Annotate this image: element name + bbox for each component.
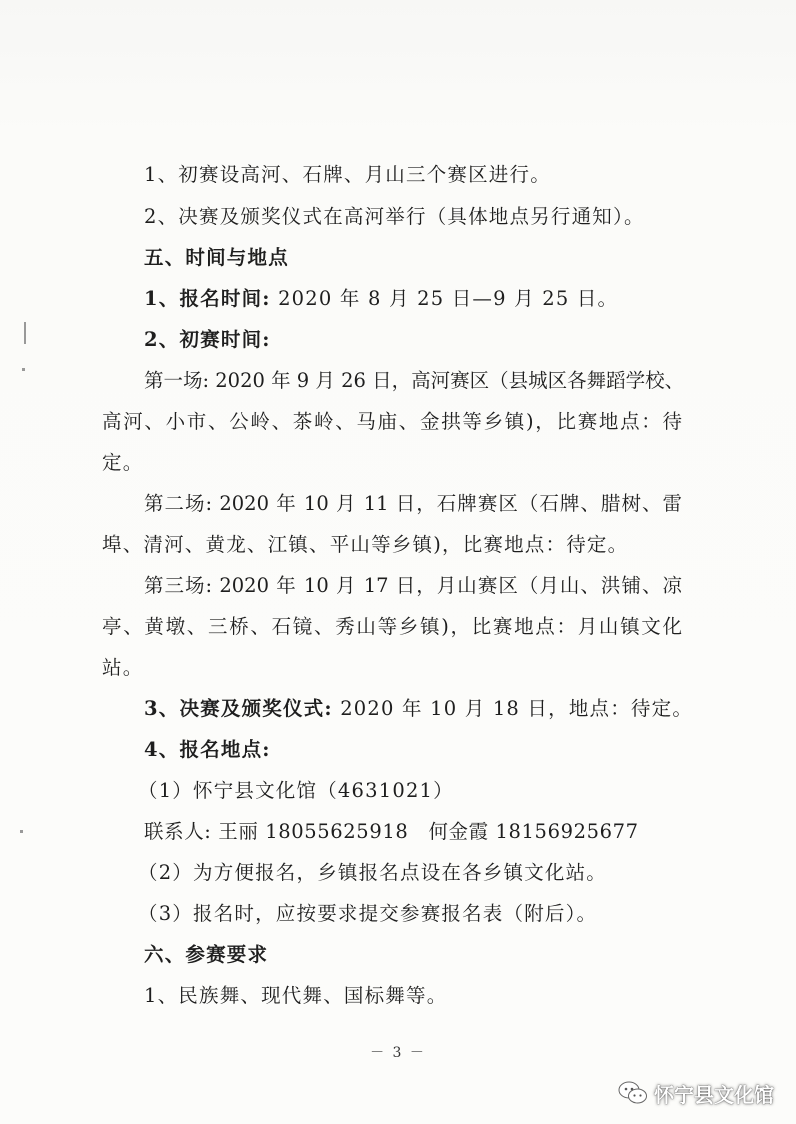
text-line <box>144 696 693 722</box>
text-line: 1、民族舞、现代舞、国标舞等。 <box>144 984 448 1007</box>
watermark-text: 怀宁县文化馆 <box>654 1082 774 1107</box>
label-signup-place: 4、报名地点: <box>144 738 271 761</box>
text-line: 2、决赛及颁奖仪式在高河举行（具体地点另行通知）。 <box>144 205 645 228</box>
section-heading: 五、时间与地点 <box>144 246 289 269</box>
label-prelim-time: 2、初赛时间: <box>144 328 271 351</box>
text-line: 埠、清河、黄龙、江镇、平山等乡镇)，比赛地点：待定。 <box>102 533 629 556</box>
final-value: 2020 年 10 月 18 日，地点：待定。 <box>340 697 694 720</box>
signup-time-value: 2020 年 8 月 25 日—9 月 25 日。 <box>278 287 619 310</box>
text-line: 第二场: 2020 年 10 月 11 日，石牌赛区（石牌、腊树、雷 <box>144 492 682 515</box>
scan-artifact <box>22 368 25 371</box>
text-line: （3）报名时，应按要求提交参赛报名表（附后）。 <box>138 902 598 925</box>
scan-artifact <box>24 322 26 344</box>
text-line: 第三场: 2020 年 10 月 17 日，月山赛区（月山、洪铺、凉 <box>144 574 682 597</box>
scan-artifact <box>20 830 23 833</box>
label-signup-time: 1、报名时间: <box>144 287 271 310</box>
label-final: 3、决赛及颁奖仪式: <box>144 697 333 720</box>
contact-line: 联系人: 王丽 18055625918 何金霞 18156925677 <box>144 820 639 843</box>
text-line: （2）为方便报名，乡镇报名点设在各乡镇文化站。 <box>138 861 608 884</box>
page-number: － 3 － <box>370 1045 426 1061</box>
watermark <box>618 1078 774 1108</box>
text-line <box>144 286 618 312</box>
text-line: 定。 <box>102 451 144 474</box>
text-line: 亭、黄墩、三桥、石镜、秀山等乡镇)，比赛地点：月山镇文化 <box>102 615 682 638</box>
text-line: （1）怀宁县文化馆（4631021） <box>138 779 454 802</box>
section-heading: 六、参赛要求 <box>144 943 269 966</box>
wechat-icon <box>618 1080 648 1106</box>
text-line: 1、初赛设高河、石牌、月山三个赛区进行。 <box>144 163 551 186</box>
text-line: 高河、小市、公岭、茶岭、马庙、金拱等乡镇)，比赛地点：待 <box>102 410 682 433</box>
text-line: 第一场: 2020 年 9 月 26 日，高河赛区（县城区各舞蹈学校、 <box>144 369 685 392</box>
text-line: 站。 <box>102 656 144 679</box>
